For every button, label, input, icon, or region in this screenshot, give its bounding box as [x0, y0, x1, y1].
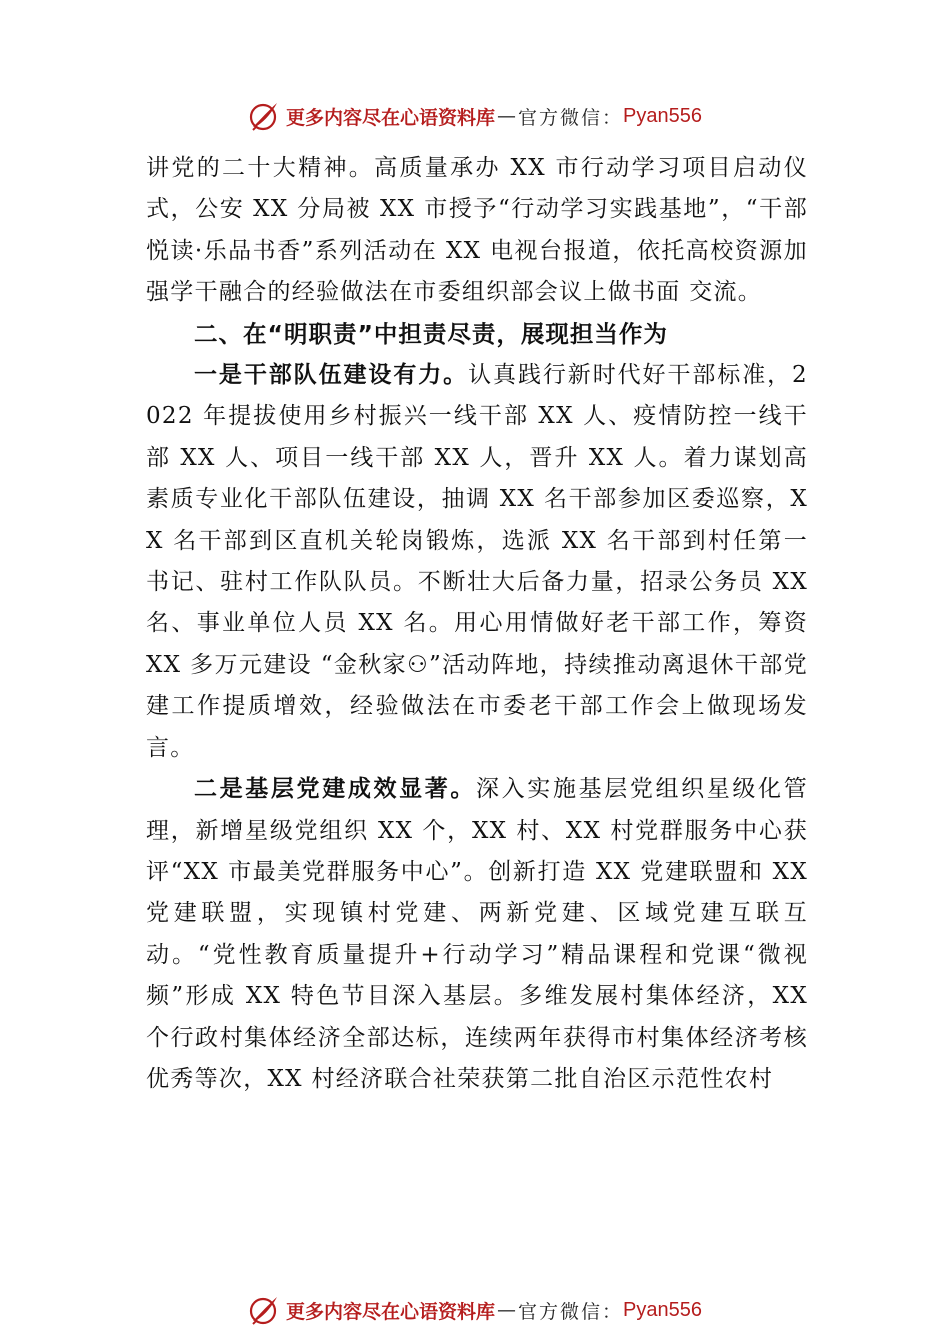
paragraph-cadre-team — [146, 355, 808, 769]
banner-official-label: 官方微信： — [518, 1300, 624, 1323]
banner-wechat-id: Pyan556 — [623, 104, 702, 127]
footer-banner — [0, 1290, 950, 1330]
paragraph-lead-grassroots-party: 二是基层党建成效显著。 — [194, 776, 477, 803]
document-body — [146, 148, 808, 1100]
banner-brand-text: 更多内容尽在心语资料库 — [286, 1300, 496, 1323]
banner-separator: — — [497, 105, 517, 127]
quill-pen-logo-icon — [248, 1294, 280, 1326]
paragraph-grassroots-party — [146, 769, 808, 1100]
banner-wechat-id: Pyan556 — [623, 1298, 702, 1321]
quill-pen-logo-icon — [248, 100, 280, 132]
banner-brand-text: 更多内容尽在心语资料库 — [286, 106, 496, 129]
banner-official-label: 官方微信： — [518, 106, 624, 129]
section-heading-2: 二、在“明职责”中担责尽责，展现担当作为 — [194, 319, 668, 348]
header-banner — [0, 96, 950, 136]
paragraph-text-cadre-team: 认真践行新时代好干部标准，2022 年提拔使用乡村振兴一线干部 XX 人、疫情防控一线干部 XX 人、项目一线干部 XX 人，晋升 XX 人。着力谋划高素质专业化干部队伍建设，抽调 XX 名干部参加区委巡察，XX 名干部到区直机关轮岗锻炼，选派 XX 名干部到村任第一书记、驻村工作队队员。不断壮大后备力量，招录公务员 XX 名、事业单位人员 XX 名。用心用情做好老干部工作，筹资 XX 多万元建设 “金秋家⚇”活动阵地，持续推动离退休干部党建工作提质增效，经验做法在市委老干部工作会上做现场发言。 — [146, 362, 808, 761]
banner-separator: — — [497, 1299, 517, 1321]
paragraph-continuation: 讲党的二十大精神。高质量承办 XX 市行动学习项目启动仪式，公安 XX 分局被 XX 市授予“行动学习实践基地”，“干部悦读·乐品书香”系列活动在 XX 电视台报道，依托高校资源加强学干融合的经验做法在市委组织部会议上做书面 交流。 — [146, 155, 808, 306]
paragraph-text-grassroots-party: 深入实施基层党组织星级化管理，新增星级党组织 XX 个，XX 村、XX 村党群服务中心获评“XX 市最美党群服务中心”。创新打造 XX 党建联盟和 XX 党建联盟，实现镇村党建、两新党建、区域党建互联互动。“党性教育质量提升+行动学习”精品课程和党课“微视频”形成 XX 特色节目深入基层。多维发展村集体经济，XX 个行政村集体经济全部达标，连续两年获得市村集体经济考核优秀等次，XX 村经济联合社荣获第二批自治区示范性农村 — [146, 776, 808, 1092]
paragraph-lead-cadre-team: 一是干部队伍建设有力。 — [194, 362, 469, 389]
